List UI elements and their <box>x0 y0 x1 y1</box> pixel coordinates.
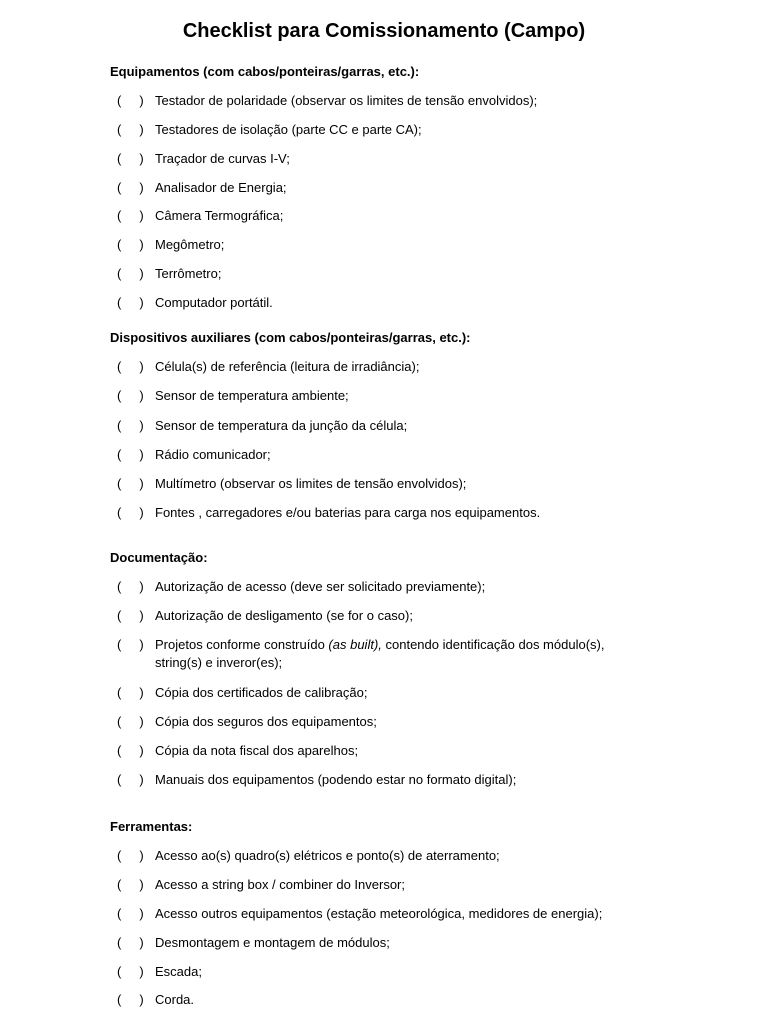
checkbox[interactable]: ( ) <box>117 743 144 758</box>
item-text: Escada; <box>155 964 202 979</box>
checkbox[interactable]: ( ) <box>117 608 144 623</box>
item-text: Multímetro (observar os limites de tensão envolvidos); <box>155 476 467 491</box>
section-heading-equipamentos: Equipamentos (com cabos/ponteiras/garras, etc.): <box>110 64 420 79</box>
checkbox[interactable]: ( ) <box>117 388 144 403</box>
checkbox[interactable]: ( ) <box>117 505 144 520</box>
checkbox[interactable]: ( ) <box>117 237 144 252</box>
item-text-italic: (as built), <box>328 637 382 652</box>
item-text-part: Projetos conforme construído <box>155 637 329 652</box>
item-text: Corda. <box>155 992 195 1007</box>
checkbox[interactable]: ( ) <box>117 151 144 166</box>
section-heading-ferramentas: Ferramentas: <box>110 819 193 834</box>
section-heading-documentacao: Documentação: <box>110 550 208 565</box>
item-text: Sensor de temperatura da junção da célula; <box>155 418 408 433</box>
checkbox[interactable]: ( ) <box>117 359 144 374</box>
item-text: Célula(s) de referência (leitura de irradiância); <box>155 359 420 374</box>
item-text: Acesso ao(s) quadro(s) elétricos e ponto(s) de aterramento; <box>155 848 500 863</box>
checkbox[interactable]: ( ) <box>117 579 144 594</box>
section-heading-dispositivos: Dispositivos auxiliares (com cabos/ponteiras/garras, etc.): <box>110 330 471 345</box>
item-text: Testadores de isolação (parte CC e parte CA); <box>155 122 422 137</box>
item-text-line2: string(s) e inveror(es); <box>155 655 283 670</box>
item-text <box>155 636 675 672</box>
checkbox[interactable]: ( ) <box>117 418 144 433</box>
checkbox[interactable]: ( ) <box>117 964 144 979</box>
checkbox[interactable]: ( ) <box>117 122 144 137</box>
checkbox[interactable]: ( ) <box>117 637 144 652</box>
checkbox[interactable]: ( ) <box>117 295 144 310</box>
item-text: Computador portátil. <box>155 295 273 310</box>
checkbox[interactable]: ( ) <box>117 772 144 787</box>
checkbox[interactable]: ( ) <box>117 476 144 491</box>
item-text: Traçador de curvas I-V; <box>155 151 290 166</box>
checkbox[interactable]: ( ) <box>117 93 144 108</box>
checkbox[interactable]: ( ) <box>117 447 144 462</box>
item-text: Desmontagem e montagem de módulos; <box>155 935 390 950</box>
item-text: Testador de polaridade (observar os limites de tensão envolvidos); <box>155 93 538 108</box>
item-text: Analisador de Energia; <box>155 180 287 195</box>
checkbox[interactable]: ( ) <box>117 266 144 281</box>
item-text: Manuais dos equipamentos (podendo estar no formato digital); <box>155 772 517 787</box>
item-text: Fontes , carregadores e/ou baterias para carga nos equipamentos. <box>155 505 541 520</box>
item-text: Rádio comunicador; <box>155 447 271 462</box>
item-text: Cópia dos seguros dos equipamentos; <box>155 714 377 729</box>
checkbox[interactable]: ( ) <box>117 208 144 223</box>
item-text: Acesso a string box / combiner do Inversor; <box>155 877 406 892</box>
item-text: Megômetro; <box>155 237 225 252</box>
checkbox[interactable]: ( ) <box>117 714 144 729</box>
checkbox[interactable]: ( ) <box>117 877 144 892</box>
checkbox[interactable]: ( ) <box>117 906 144 921</box>
item-text-part: contendo identificação dos módulo(s), <box>381 637 605 652</box>
item-text: Acesso outros equipamentos (estação meteorológica, medidores de energia); <box>155 906 603 921</box>
item-text: Sensor de temperatura ambiente; <box>155 388 349 403</box>
checkbox[interactable]: ( ) <box>117 685 144 700</box>
item-text: Terrômetro; <box>155 266 222 281</box>
item-text: Câmera Termográfica; <box>155 208 284 223</box>
checkbox[interactable]: ( ) <box>117 935 144 950</box>
item-text: Cópia da nota fiscal dos aparelhos; <box>155 743 359 758</box>
item-text: Autorização de desligamento (se for o caso); <box>155 608 413 623</box>
item-text: Autorização de acesso (deve ser solicitado previamente); <box>155 579 486 594</box>
document-title: Checklist para Comissionamento (Campo) <box>182 20 586 42</box>
checkbox[interactable]: ( ) <box>117 992 144 1007</box>
checkbox[interactable]: ( ) <box>117 180 144 195</box>
item-text: Cópia dos certificados de calibração; <box>155 685 368 700</box>
checkbox[interactable]: ( ) <box>117 848 144 863</box>
